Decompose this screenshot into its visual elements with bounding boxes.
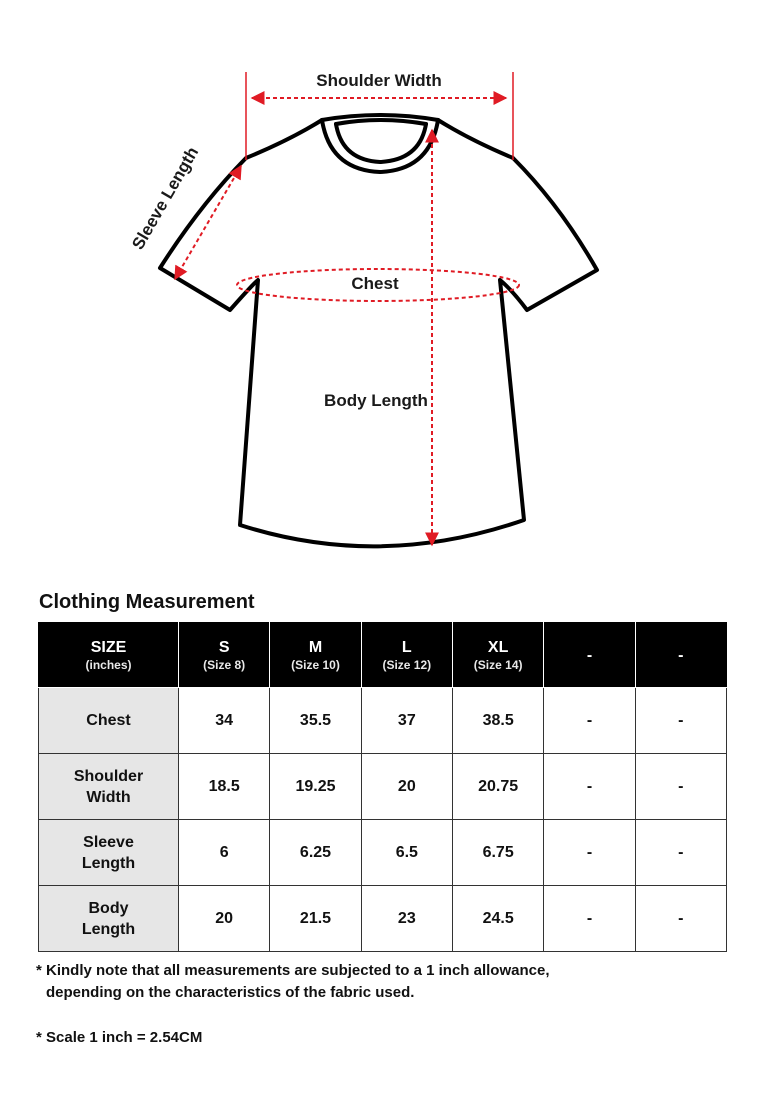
table-cell: - — [544, 688, 635, 754]
column-header — [635, 623, 726, 688]
table-cell: 35.5 — [270, 688, 361, 754]
column-header-main: SIZE — [90, 638, 127, 656]
table-cell: 21.5 — [270, 886, 361, 952]
table-cell: - — [544, 754, 635, 820]
row-label — [39, 886, 179, 952]
column-header-main: M — [308, 638, 323, 656]
column-header — [544, 623, 635, 688]
column-header-main: XL — [487, 638, 509, 656]
header-row — [39, 623, 727, 688]
row-label-line: Length — [81, 920, 136, 938]
table-cell: - — [635, 820, 726, 886]
row-label — [39, 688, 179, 754]
table-title: Clothing Measurement — [39, 591, 255, 613]
table-cell: 23 — [361, 886, 452, 952]
tshirt-outline — [160, 115, 597, 546]
table-cell: - — [544, 820, 635, 886]
table-cell: 24.5 — [452, 886, 543, 952]
table-cell: - — [635, 886, 726, 952]
row-label — [39, 820, 179, 886]
chest-label: Chest — [351, 274, 399, 293]
table-cell: 20 — [179, 886, 270, 952]
table-row — [39, 688, 727, 754]
column-header — [270, 623, 361, 688]
column-header — [452, 623, 543, 688]
column-header — [39, 623, 179, 688]
table-cell: 19.25 — [270, 754, 361, 820]
column-header — [361, 623, 452, 688]
table-cell: - — [635, 754, 726, 820]
column-header-main: - — [678, 646, 684, 664]
table-row — [39, 886, 727, 952]
table-cell: 20 — [361, 754, 452, 820]
table-cell: 37 — [361, 688, 452, 754]
column-header-sub: (Size 14) — [473, 657, 523, 672]
table-row — [39, 754, 727, 820]
column-header-main: - — [586, 646, 593, 664]
sleeve-length-label: Sleeve Length — [128, 143, 203, 253]
column-header-main: L — [401, 638, 412, 656]
allowance-note — [36, 960, 550, 1004]
column-header-sub: (Size 8) — [203, 657, 246, 672]
allowance-note-line2: depending on the characteristics of the fabric used. — [46, 984, 415, 1001]
row-label — [39, 754, 179, 820]
table-body — [39, 688, 727, 952]
column-header-sub: (inches) — [85, 657, 132, 672]
allowance-note-line1: * Kindly note that all measurements are subjected to a 1 inch allowance, — [36, 962, 550, 979]
table-row — [39, 820, 727, 886]
table-cell: 6.75 — [452, 820, 543, 886]
column-header-sub: (Size 10) — [291, 657, 340, 672]
table-cell: 6.25 — [270, 820, 361, 886]
row-label-line: Shoulder — [73, 767, 144, 785]
row-label-line: Length — [81, 854, 136, 872]
shoulder-width-label: Shoulder Width — [316, 71, 442, 90]
table-cell: 6.5 — [361, 820, 452, 886]
table-cell: 20.75 — [452, 754, 543, 820]
column-header-main: S — [218, 638, 230, 656]
column-header-sub: (Size 12) — [382, 657, 432, 672]
column-header — [179, 623, 270, 688]
table-cell: - — [635, 688, 726, 754]
row-label-line: Sleeve — [83, 833, 134, 851]
table-cell: 38.5 — [452, 688, 543, 754]
scale-note: * Scale 1 inch = 2.54CM — [36, 1029, 203, 1046]
table-cell: 34 — [179, 688, 270, 754]
size-chart-table — [38, 622, 727, 952]
row-label-line: Body — [88, 899, 129, 917]
body-length-label: Body Length — [324, 391, 428, 410]
row-label-line: Chest — [86, 712, 131, 729]
table-cell: 18.5 — [179, 754, 270, 820]
table-cell: 6 — [179, 820, 270, 886]
table-cell: - — [544, 886, 635, 952]
row-label-line: Width — [86, 788, 131, 806]
